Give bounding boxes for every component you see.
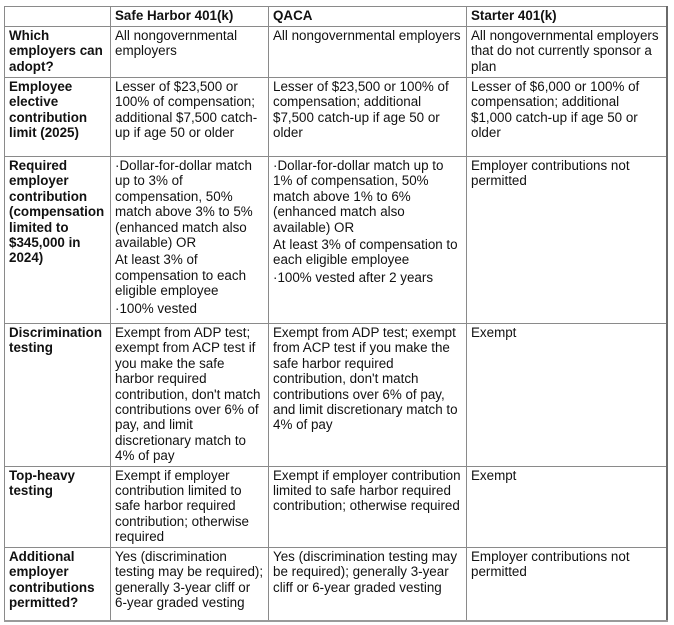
cell-starter (467, 78, 667, 157)
cell-text: Yes (discrimination testing may be required); generally 3-year cliff or 6-year graded vesting (273, 548, 458, 595)
header-row (5, 7, 667, 27)
cell-qaca (269, 27, 467, 78)
cell-text: Exempt from ADP test; exempt from ACP test if you make the safe harbor required contribution, don't match contributions over 6% of pay, and limit discretionary match to 4% of pay (273, 325, 458, 433)
cell-text: Employer contributions not permitted (471, 158, 630, 189)
table-row (5, 466, 667, 547)
row-label: Top-heavy testing (5, 466, 111, 547)
cell-qaca (269, 78, 467, 157)
plan-comparison-table (4, 6, 668, 622)
header-starter: Starter 401(k) (467, 7, 667, 27)
cell-text: Exempt if employer contribution limited to safe harbor required contribution; otherwise required (273, 467, 461, 514)
header-qaca: QACA (269, 7, 467, 27)
row-label: Additional employer contributions permitted? (5, 547, 111, 621)
cell-starter (467, 157, 667, 324)
table-row (5, 27, 667, 78)
cell-text: Lesser of $6,000 or 100% of compensation; additional $1,000 catch-up if age 50 or older (471, 79, 640, 141)
cell-safe-harbor (111, 466, 269, 547)
row-label: Discrimination testing (5, 324, 111, 467)
row-label: Required employer contribution (compensation limited to $345,000 in 2024) (5, 157, 111, 324)
cell-text: Lesser of $23,500 or 100% of compensation; additional $7,500 catch-up if age 50 or older (273, 79, 449, 141)
cell-safe-harbor (111, 27, 269, 78)
cell-text: All nongovernmental employers that do not currently sponsor a plan (471, 28, 659, 74)
table-row (5, 547, 667, 621)
cell-bullet-text: · Dollar-for-dollar match up to 3% of compensation, 50% match above 3% to 5% (enhanced match also available) OR (115, 158, 264, 250)
cell-text: At least 3% of compensation to each eligible employee (115, 252, 247, 299)
cell-qaca (269, 157, 467, 324)
table-row (5, 324, 667, 467)
cell-safe-harbor (111, 157, 269, 324)
cell-text: Exempt if employer contribution limited to safe harbor required contribution; otherwise required (115, 467, 249, 545)
cell-text: Exempt (471, 467, 517, 483)
cell-text: All nongovernmental employers (273, 28, 461, 43)
header-safe-harbor: Safe Harbor 401(k) (111, 7, 269, 27)
table-row (5, 78, 667, 157)
cell-qaca (269, 547, 467, 621)
cell-qaca (269, 324, 467, 467)
row-label: Employee elective contribution limit (2025) (5, 78, 111, 157)
cell-bullet-text: · Dollar-for-dollar match up to 1% of compensation, 50% match above 1% to 6% (enhanced match also available) OR (273, 158, 462, 235)
cell-text: All nongovernmental employers (115, 28, 238, 59)
cell-bullet-text: · 100% vested after 2 years (273, 270, 462, 285)
cell-safe-harbor (111, 547, 269, 621)
cell-safe-harbor (111, 324, 269, 467)
cell-text: At least 3% of compensation to each eligible employee (273, 237, 458, 268)
cell-bullet-text: · 100% vested (115, 301, 264, 316)
cell-text: Yes (discrimination testing may be required); generally 3-year cliff or 6-year graded vesting (115, 548, 264, 610)
cell-text: Lesser of $23,500 or 100% of compensation; additional $7,500 catch-up if age 50 or older (115, 79, 258, 141)
cell-text: Exempt (471, 325, 517, 340)
cell-starter (467, 27, 667, 78)
cell-starter (467, 466, 667, 547)
row-label: Which employers can adopt? (5, 27, 111, 78)
cell-safe-harbor (111, 78, 269, 157)
cell-qaca (269, 466, 467, 547)
cell-starter (467, 547, 667, 621)
table-row (5, 157, 667, 324)
cell-text: Employer contributions not permitted (471, 548, 630, 580)
header-blank (5, 7, 111, 27)
cell-starter (467, 324, 667, 467)
cell-text: Exempt from ADP test; exempt from ACP test if you make the safe harbor required contribution, don't match contributions over 6% of pay, and limit discretionary match to 4% of pay (115, 325, 261, 464)
